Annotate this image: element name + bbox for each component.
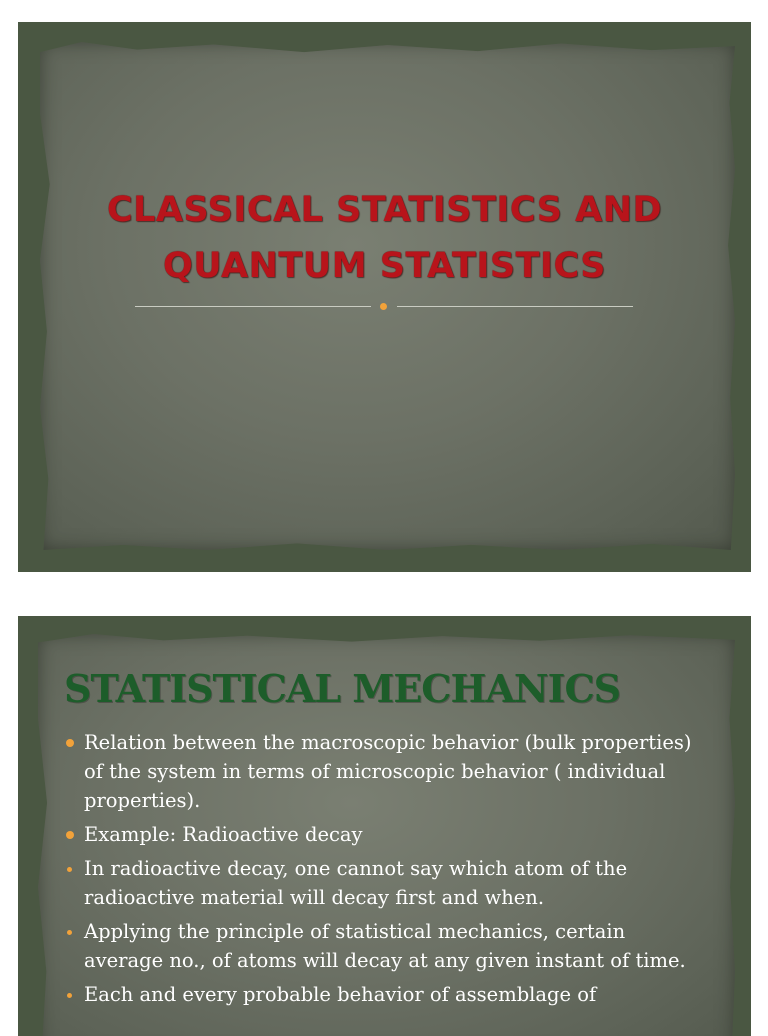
- bullet-item: [64, 820, 704, 849]
- divider-line-right: [397, 306, 633, 307]
- divider-line-left: [135, 306, 371, 307]
- bullet-text: Relation between the macroscopic behavior (bulk properties) of the system in terms of microscopic behavior ( individual properties).: [84, 731, 692, 812]
- bullet-text: Example: Radioactive decay: [84, 823, 363, 846]
- bullet-item: [64, 728, 704, 815]
- title-line-2: QUANTUM STATISTICS: [162, 246, 607, 286]
- bullet-dot-icon: [67, 867, 72, 872]
- title-slide: [18, 22, 751, 572]
- content-slide: [18, 616, 751, 1036]
- bullet-dot-icon: [67, 993, 72, 998]
- bullet-text: In radioactive decay, one cannot say which atom of the radioactive material will decay first and when.: [84, 857, 628, 909]
- bullet-list: [64, 728, 704, 1014]
- bullet-dot-icon: [66, 831, 74, 839]
- title-line-1: CLASSICAL STATISTICS AND: [106, 190, 663, 230]
- bullet-dot-icon: [66, 739, 74, 747]
- torn-paper-background: [40, 42, 735, 550]
- bullet-item: [64, 917, 704, 975]
- slide-title: [18, 182, 751, 294]
- bullet-dot-icon: [67, 930, 72, 935]
- divider-dot: [380, 303, 387, 310]
- bullet-text: Each and every probable behavior of assemblage of: [84, 983, 597, 1006]
- bullet-text: Applying the principle of statistical mechanics, certain average no., of atoms will decay at any given instant of time.: [84, 920, 686, 972]
- bullet-item: [64, 980, 704, 1009]
- slide-heading: STATISTICAL MECHANICS: [64, 666, 621, 711]
- bullet-item: [64, 854, 704, 912]
